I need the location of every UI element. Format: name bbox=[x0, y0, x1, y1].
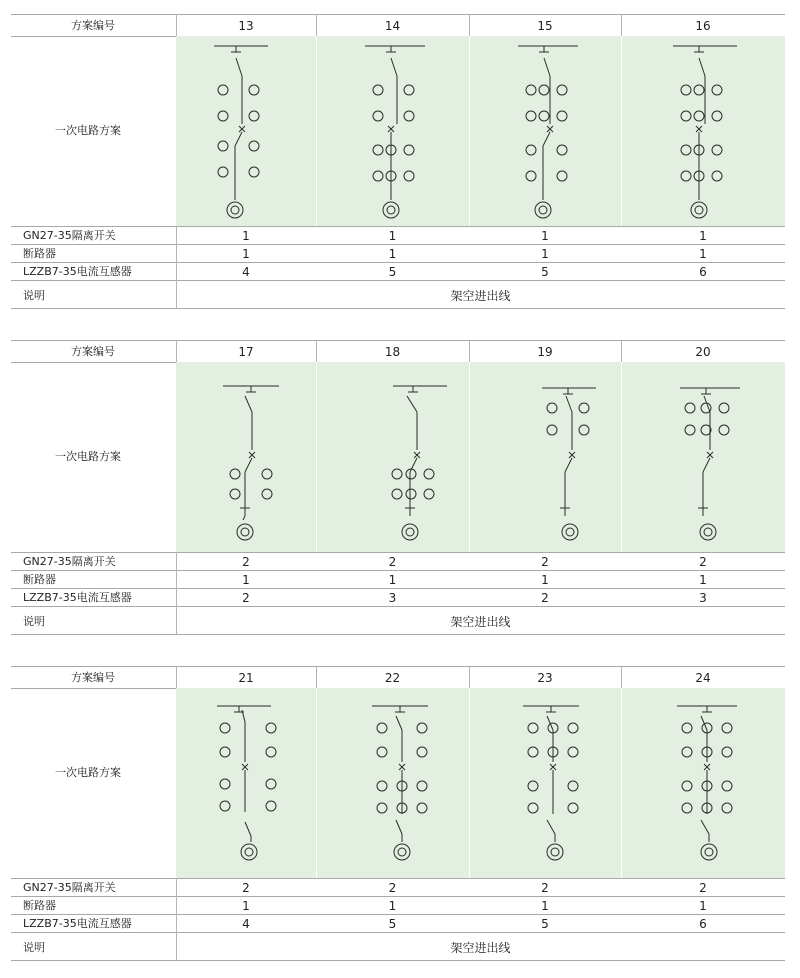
primary-circuit-label: 一次电路方案 bbox=[55, 450, 121, 463]
isolator-count: 2 bbox=[242, 555, 250, 569]
breaker-count: 1 bbox=[242, 573, 250, 587]
breaker-count: 1 bbox=[699, 247, 707, 261]
ct-count: 4 bbox=[242, 917, 250, 931]
single-line-diagram-13-icon bbox=[206, 42, 286, 222]
scheme-no-label: 方案编号 bbox=[71, 671, 115, 684]
isolator-label: GN27-35隔离开关 bbox=[23, 881, 116, 894]
ct-count: 3 bbox=[388, 591, 397, 605]
ct-count: 3 bbox=[699, 591, 707, 605]
scheme-number: 20 bbox=[695, 345, 711, 359]
scheme-number: 22 bbox=[384, 671, 401, 685]
breaker-label: 断路器 bbox=[23, 573, 56, 586]
scheme-number: 13 bbox=[238, 19, 254, 33]
scheme-number: 23 bbox=[537, 671, 553, 685]
breaker-count: 1 bbox=[388, 899, 397, 913]
ct-count: 4 bbox=[242, 265, 250, 279]
isolator-count: 2 bbox=[242, 881, 250, 895]
isolator-count: 2 bbox=[699, 555, 707, 569]
note-text: 架空进出线 bbox=[450, 941, 511, 955]
isolator-count: 1 bbox=[388, 229, 397, 243]
breaker-label: 断路器 bbox=[23, 899, 56, 912]
breaker-count: 1 bbox=[541, 247, 549, 261]
scheme-number: 16 bbox=[695, 19, 711, 33]
scheme-table-1 bbox=[11, 14, 785, 310]
single-line-diagram-22-icon bbox=[366, 702, 446, 872]
note-text: 架空进出线 bbox=[450, 615, 511, 629]
note-text: 架空进出线 bbox=[450, 289, 511, 303]
ct-count: 5 bbox=[388, 265, 397, 279]
scheme-number: 17 bbox=[238, 345, 254, 359]
isolator-count: 1 bbox=[699, 229, 707, 243]
scheme-table-2 bbox=[11, 340, 785, 636]
single-line-diagram-23-icon bbox=[517, 702, 597, 872]
scheme-no-label: 方案编号 bbox=[71, 19, 115, 32]
breaker-count: 1 bbox=[242, 247, 250, 261]
isolator-label: GN27-35隔离开关 bbox=[23, 555, 116, 568]
ct-count: 2 bbox=[541, 591, 549, 605]
ct-count: 2 bbox=[242, 591, 250, 605]
ct-label: LZZB7-35电流互感器 bbox=[23, 591, 132, 604]
ct-count: 6 bbox=[699, 917, 707, 931]
scheme-no-label: 方案编号 bbox=[71, 345, 115, 358]
ct-count: 5 bbox=[388, 917, 397, 931]
note-label: 说明 bbox=[23, 289, 45, 302]
isolator-count: 2 bbox=[388, 881, 397, 895]
breaker-count: 1 bbox=[699, 573, 707, 587]
scheme-number: 18 bbox=[384, 345, 401, 359]
single-line-diagram-21-icon bbox=[209, 702, 289, 872]
scheme-table-3 bbox=[11, 666, 785, 962]
single-line-diagram-18-icon bbox=[383, 380, 463, 550]
scheme-number: 19 bbox=[537, 345, 553, 359]
scheme-number: 14 bbox=[384, 19, 401, 33]
ct-label: LZZB7-35电流互感器 bbox=[23, 265, 132, 278]
isolator-count: 2 bbox=[541, 881, 549, 895]
breaker-count: 1 bbox=[388, 247, 397, 261]
single-line-diagram-14-icon bbox=[361, 42, 441, 222]
single-line-diagram-17-icon bbox=[221, 380, 301, 550]
ct-count: 5 bbox=[541, 265, 549, 279]
breaker-label: 断路器 bbox=[23, 247, 56, 260]
ct-label: LZZB7-35电流互感器 bbox=[23, 917, 132, 930]
single-line-diagram-20-icon bbox=[676, 380, 756, 550]
single-line-diagram-24-icon bbox=[671, 702, 751, 872]
single-line-diagram-16-icon bbox=[669, 42, 749, 222]
scheme-number: 15 bbox=[537, 19, 553, 33]
isolator-label: GN27-35隔离开关 bbox=[23, 229, 116, 242]
isolator-count: 2 bbox=[699, 881, 707, 895]
breaker-count: 1 bbox=[242, 899, 250, 913]
ct-count: 6 bbox=[699, 265, 707, 279]
note-label: 说明 bbox=[23, 615, 45, 628]
isolator-count: 1 bbox=[242, 229, 250, 243]
ct-count: 5 bbox=[541, 917, 549, 931]
breaker-count: 1 bbox=[388, 573, 397, 587]
scheme-number: 24 bbox=[695, 671, 711, 685]
isolator-count: 1 bbox=[541, 229, 549, 243]
breaker-count: 1 bbox=[541, 573, 549, 587]
breaker-count: 1 bbox=[699, 899, 707, 913]
primary-circuit-label: 一次电路方案 bbox=[55, 766, 121, 779]
isolator-count: 2 bbox=[541, 555, 549, 569]
isolator-count: 2 bbox=[388, 555, 397, 569]
primary-circuit-label: 一次电路方案 bbox=[55, 124, 121, 137]
single-line-diagram-15-icon bbox=[514, 42, 594, 222]
scheme-number: 21 bbox=[238, 671, 254, 685]
single-line-diagram-19-icon bbox=[538, 380, 618, 550]
breaker-count: 1 bbox=[541, 899, 549, 913]
note-label: 说明 bbox=[23, 941, 45, 954]
